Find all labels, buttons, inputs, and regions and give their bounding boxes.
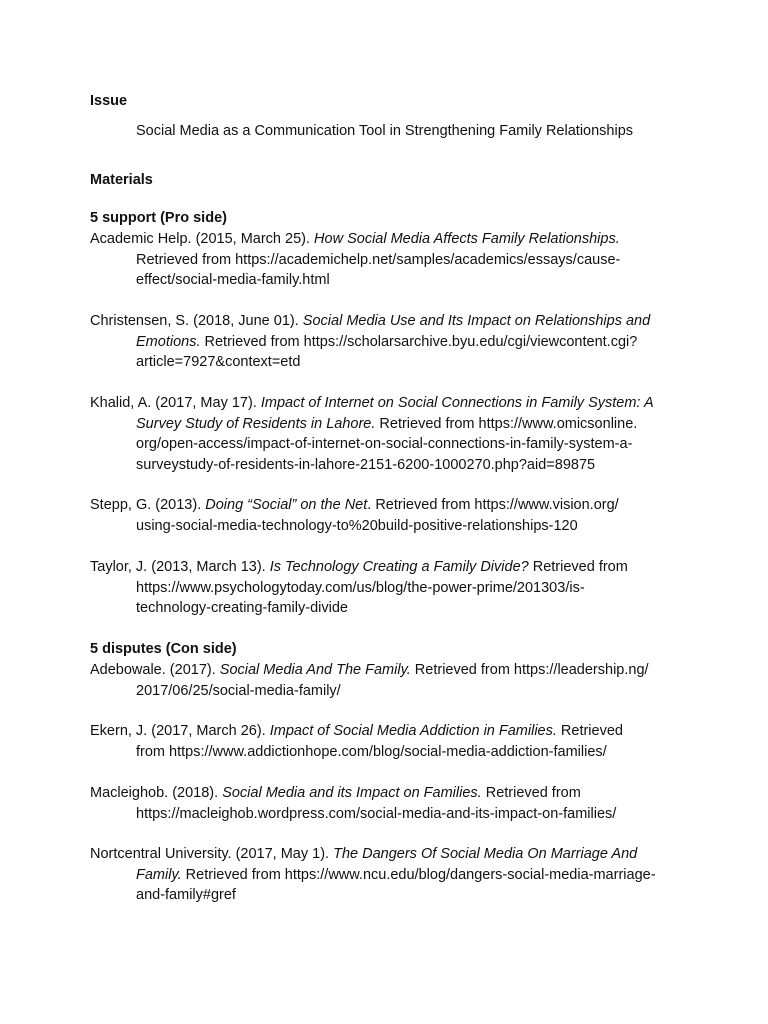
- dispute-reference-1: Adebowale. (2017). Social Media And The Family. Retrieved from https://leadership.ng/ 2017/06/25/social-media-family/: [90, 662, 649, 699]
- support-reference-2: Christensen, S. (2018, June 01). Social Media Use and Its Impact on Relationships and Emotions. Retrieved from https://scholarsarchive.byu.edu/cgi/viewcontent.cgi? article=7927&context=etd: [90, 313, 651, 370]
- issue-heading: Issue: [90, 93, 128, 109]
- dispute-reference-2: Ekern, J. (2017, March 26). Impact of Social Media Addiction in Families. Retrieved from https://www.addictionhope.com/blog/social-media-addiction-families/: [90, 723, 623, 760]
- issue-text: Social Media as a Communication Tool in Strengthening Family Relationships: [136, 123, 634, 139]
- dispute-reference-4: Nortcentral University. (2017, May 1). The Dangers Of Social Media On Marriage And Family. Retrieved from https://www.ncu.edu/blog/dangers-social-media-marriage- and-family#gref: [90, 846, 656, 903]
- dispute-reference-3: Macleighob. (2018). Social Media and its Impact on Families. Retrieved from https://macleighob.wordpress.com/social-media-and-its-impact-on-families/: [90, 785, 617, 822]
- materials-heading: Materials: [90, 172, 153, 188]
- support-reference-4: Stepp, G. (2013). Doing “Social” on the Net. Retrieved from https://www.vision.org/ using-social-media-technology-to%20build-positive-relationships-120: [90, 497, 619, 534]
- support-reference-1: Academic Help. (2015, March 25). How Social Media Affects Family Relationships. Retrieved from https://academichelp.net/samples/academics/essays/cause- effect/social-media-family.html: [90, 231, 621, 288]
- support-heading: 5 support (Pro side): [90, 210, 227, 226]
- support-reference-5: Taylor, J. (2013, March 13). Is Technology Creating a Family Divide? Retrieved from https://www.psychologytoday.com/us/blog/the-power-prime/201303/is- technology-creating-family-divide: [90, 559, 628, 616]
- disputes-heading: 5 disputes (Con side): [90, 641, 237, 657]
- support-reference-3: Khalid, A. (2017, May 17). Impact of Internet on Social Connections in Family System: A Survey Study of Residents in Lahore. Retrieved from https://www.omicsonline. org/open-access/impact-of-internet-on-social-connections-in-family-system-a- surveystudy-of-residents-in-lahore-2151-6200-1000270.php?aid=89875: [90, 395, 654, 473]
